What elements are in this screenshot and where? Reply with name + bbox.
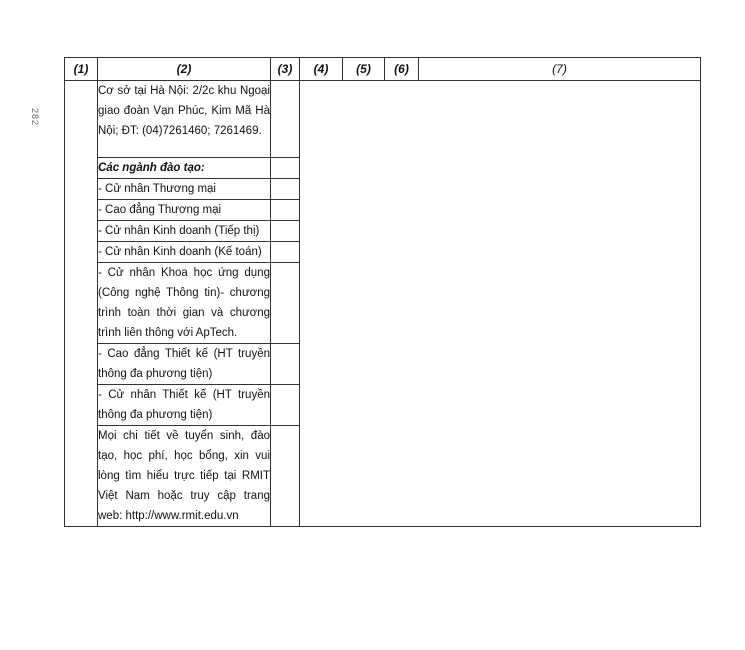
admissions-table: [64, 57, 701, 527]
empty-cell-col3: [271, 158, 300, 179]
column-header-4: (4): [300, 58, 343, 81]
page-number: 282: [30, 108, 40, 127]
empty-cell-col3: [271, 263, 300, 344]
column-header-1: (1): [65, 58, 98, 81]
column-header-2: (2): [98, 58, 271, 81]
table-row: [65, 81, 701, 158]
empty-cell-col3: [271, 242, 300, 263]
empty-cell-col3: [271, 221, 300, 242]
column-header-7: (7): [419, 58, 701, 81]
program-item: - Cử nhân Kinh doanh (Tiếp thị): [98, 221, 271, 242]
empty-cell-col4-7: [300, 81, 701, 527]
note-cell: Mọi chi tiết về tuyển sinh, đào tạo, học phí, học bổng, xin vui lòng tìm hiểu trực tiếp tại RMIT Việt Nam hoặc truy cập trang web: http://www.rmit.edu.vn: [98, 426, 271, 527]
program-item: - Cao đẳng Thương mại: [98, 200, 271, 221]
column-header-3: (3): [271, 58, 300, 81]
column-header-5: (5): [343, 58, 385, 81]
header-row: [65, 58, 701, 81]
empty-cell-col3: [271, 426, 300, 527]
program-item: - Cao đẳng Thiết kế (HT truyền thông đa phương tiện): [98, 344, 271, 385]
program-item: - Cử nhân Kinh doanh (Kế toán): [98, 242, 271, 263]
program-item: - Cử nhân Thiết kế (HT truyền thông đa phương tiện): [98, 385, 271, 426]
program-item: - Cử nhân Thương mại: [98, 179, 271, 200]
empty-cell-col3: [271, 385, 300, 426]
programs-heading: Các ngành đào tạo:: [98, 158, 271, 179]
empty-cell-col3: [271, 200, 300, 221]
program-item: - Cử nhân Khoa học ứng dụng (Công nghệ Thông tin)- chương trình toàn thời gian và chương trình liên thông với ApTech.: [98, 263, 271, 344]
empty-cell-col3: [271, 81, 300, 158]
column-header-6: (6): [385, 58, 419, 81]
empty-cell-col3: [271, 344, 300, 385]
empty-cell-col3: [271, 179, 300, 200]
empty-cell-col1: [65, 81, 98, 527]
address-cell: Cơ sở tại Hà Nội: 2/2c khu Ngoại giao đoàn Vạn Phúc, Kim Mã Hà Nội; ĐT: (04)7261460; 7261469.: [98, 81, 271, 158]
